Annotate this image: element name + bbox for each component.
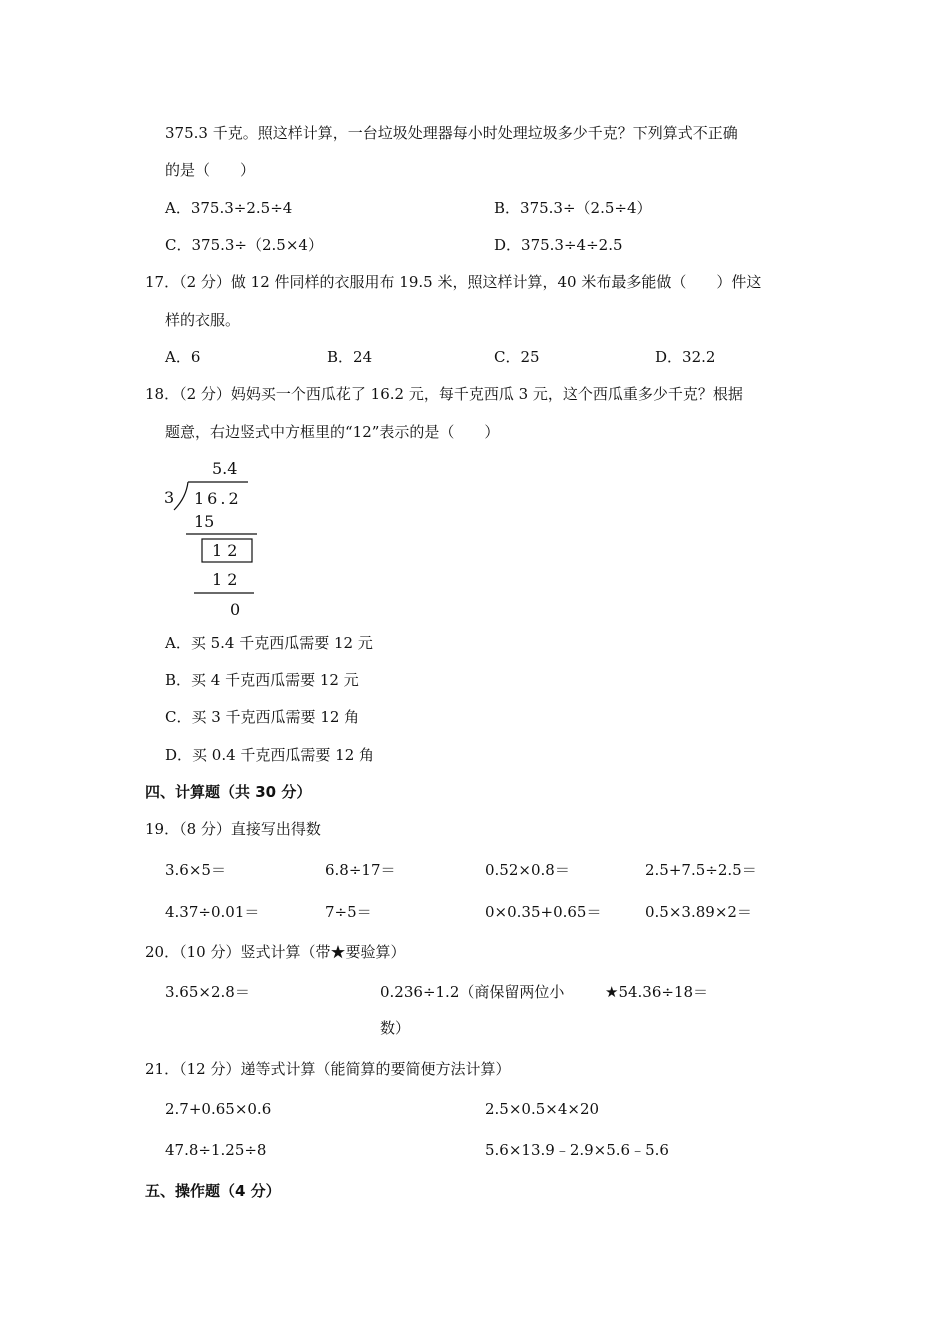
division-boxed-value: 1 2 xyxy=(212,541,238,560)
q16-option-c: C．375.3÷（2.5×4） xyxy=(165,236,323,254)
q19-item: 0.52×0.8＝ xyxy=(485,861,570,879)
q19-item: 6.8÷17＝ xyxy=(325,861,396,879)
long-division-figure xyxy=(160,452,270,622)
q16-option-a: A．375.3÷2.5÷4 xyxy=(165,199,293,217)
q19-item: 2.5+7.5÷2.5＝ xyxy=(645,861,757,879)
q19-title: 19．（8 分）直接写出得数 xyxy=(145,820,321,838)
division-quotient: 5.4 xyxy=(212,459,238,478)
q19-item: 0×0.35+0.65＝ xyxy=(485,903,602,921)
section-5-heading: 五、操作题（4 分） xyxy=(145,1182,281,1200)
q21-item: 2.5×0.5×4×20 xyxy=(485,1100,600,1118)
q20-item-2: 0.236÷1.2（商保留两位小 xyxy=(380,983,565,1001)
q18-option-d: D．买 0.4 千克西瓜需要 12 角 xyxy=(165,746,375,764)
division-bracket xyxy=(174,482,188,510)
division-divisor: 3 xyxy=(164,488,175,507)
q17-option-d: D．32.2 xyxy=(655,348,716,366)
q17-line2: 样的衣服。 xyxy=(165,311,241,329)
division-dividend: 16.2 xyxy=(194,489,242,508)
q17-option-b: B．24 xyxy=(327,348,373,366)
q18-line1: 18．（2 分）妈妈买一个西瓜花了 16.2 元，每千克西瓜 3 元，这个西瓜重多少千克？根据 xyxy=(145,385,743,403)
q21-item: 47.8÷1.25÷8 xyxy=(165,1141,267,1159)
q17-line1: 17．（2 分）做 12 件同样的衣服用布 19.5 米，照这样计算，40 米布最多能做（ ）件这 xyxy=(145,273,762,291)
q17-option-a: A．6 xyxy=(165,348,201,366)
q19-item: 0.5×3.89×2＝ xyxy=(645,903,752,921)
q16-option-b: B．375.3÷（2.5÷4） xyxy=(494,199,652,217)
q16-line1: 375.3 千克。照这样计算，一台垃圾处理器每小时处理垃圾多少千克？下列算式不正确 xyxy=(165,124,738,142)
q20-item-1: 3.65×2.8＝ xyxy=(165,983,250,1001)
q20-item-2-cont: 数） xyxy=(380,1019,411,1037)
section-4-heading: 四、计算题（共 30 分） xyxy=(145,783,312,801)
q17-option-c: C．25 xyxy=(494,348,540,366)
q21-item: 5.6×13.9﹣2.9×5.6﹣5.6 xyxy=(485,1141,669,1159)
q19-item: 7÷5＝ xyxy=(325,903,372,921)
q21-title: 21．（12 分）递等式计算（能简算的要简便方法计算） xyxy=(145,1060,511,1078)
q19-item: 4.37÷0.01＝ xyxy=(165,903,260,921)
q18-option-a: A．买 5.4 千克西瓜需要 12 元 xyxy=(165,634,373,652)
q16-line2: 的是（ ） xyxy=(165,161,256,179)
q18-option-b: B．买 4 千克西瓜需要 12 元 xyxy=(165,671,359,689)
q19-item: 3.6×5＝ xyxy=(165,861,226,879)
division-step1: 15 xyxy=(194,512,215,531)
division-step2: 1 2 xyxy=(212,570,238,589)
q20-item-3: ★54.36÷18＝ xyxy=(605,983,709,1001)
q18-line2: 题意，右边竖式中方框里的“12”表示的是（ ） xyxy=(165,423,500,441)
q20-title: 20．（10 分）竖式计算（带★要验算） xyxy=(145,943,406,961)
q18-option-c: C．买 3 千克西瓜需要 12 角 xyxy=(165,708,360,726)
division-remainder: 0 xyxy=(230,600,241,619)
q21-item: 2.7+0.65×0.6 xyxy=(165,1100,272,1118)
q16-option-d: D．375.3÷4÷2.5 xyxy=(494,236,623,254)
